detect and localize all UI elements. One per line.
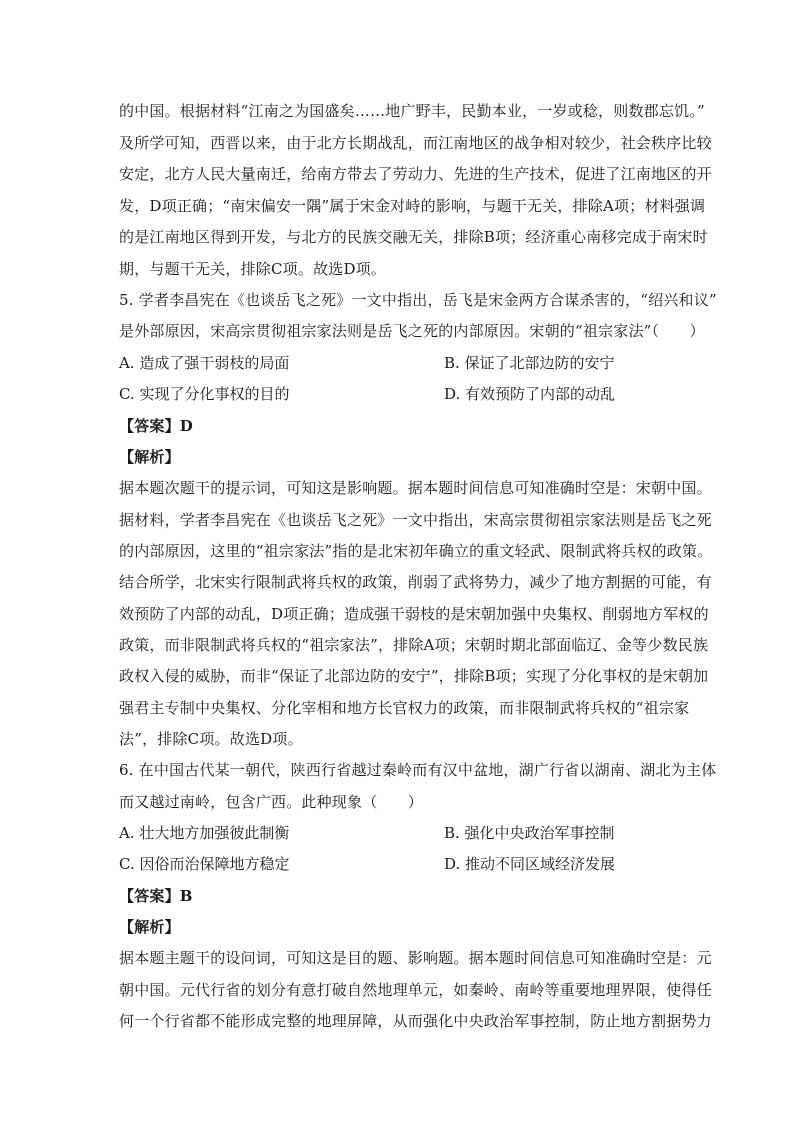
q5-analysis-line: 效预防了内部的动乱，D项正确；造成强干弱枝的是宋朝加强中央集权、削弱地方军权的: [119, 605, 709, 623]
prev-analysis-line: 的是江南地区得到开发，与北方的民族交融无关，排除B项；经济重心南移完成于南宋时: [119, 228, 708, 246]
q5-analysis-line: 据本题次题干的提示词，可知这是影响题。据本题时间信息可知准确时空是：宋朝中国。: [119, 479, 712, 497]
prev-analysis-line: 期，与题干无关，排除C项。故选D项。: [119, 260, 387, 278]
q5-option-b: B. 保证了北部边防的安宁: [444, 354, 615, 372]
q6-answer: 【答案】B: [119, 887, 193, 905]
q6-option-a: A. 壮大地方加强彼此制衡: [119, 824, 290, 842]
q6-analysis-line: 朝中国。元代行省的划分有意打破自然地理单元，如秦岭、南岭等重要地理界限，使得任: [119, 981, 712, 999]
q5-analysis-line: 法”，排除C项。故选D项。: [119, 730, 303, 748]
prev-analysis-line: 发，D项正确；“南宋偏安一隅”属于宋金对峙的影响，与题干无关，排除A项；材料强调: [119, 197, 706, 215]
q6-stem-line: 6. 在中国古代某一朝代，陕西行省越过秦岭而有汉中盆地，湖广行省以湖南、湖北为主体: [119, 761, 717, 779]
q5-stem-line: 是外部原因，宋高宗贯彻祖宗家法则是岳飞之死的内部原因。宋朝的“祖宗家法”（ ）: [119, 322, 705, 340]
prev-analysis-line: 的中国。根据材料“江南之为国盛矣……地广野丰，民勤本业，一岁或稔，则数郡忘饥。”: [119, 102, 705, 120]
q6-analysis-line: 何一个行省都不能形成完整的地理屏障，从而强化中央政治军事控制，防止地方割据势力: [119, 1012, 712, 1030]
q5-option-c: C. 实现了分化事权的目的: [119, 385, 290, 403]
q5-analysis-line: 强君主专制中央集权、分化宰相和地方长官权力的政策，而非限制武将兵权的“祖宗家: [119, 699, 690, 717]
q5-analysis-line: 结合所学，北宋实行限制武将兵权的政策，削弱了武将势力，减少了地方割据的可能，有: [119, 573, 712, 591]
prev-analysis-line: 安定，北方人民大量南迁，给南方带去了劳动力、先进的生产技术，促进了江南地区的开: [119, 165, 712, 183]
q5-answer: 【答案】D: [119, 417, 194, 435]
q5-analysis-line: 的内部原因，这里的“祖宗家法”指的是北宋初年确立的重文轻武、限制武将兵权的政策。: [119, 542, 713, 560]
q5-analysis-line: 政权入侵的威胁，而非“保证了北部边防的安宁”，排除B项；实现了分化事权的是宋朝加: [119, 667, 709, 685]
q5-analysis-label: 【解析】: [119, 448, 180, 466]
q5-analysis-line: 据材料，学者李昌宪在《也谈岳飞之死》一文中指出，宋高宗贯彻祖宗家法则是岳飞之死: [119, 511, 712, 529]
q6-stem-line: 而又越过南岭，包含广西。此种现象（ ）: [119, 793, 424, 811]
q5-option-d: D. 有效预防了内部的动乱: [444, 385, 616, 403]
q5-option-a: A. 造成了强干弱枝的局面: [119, 354, 290, 372]
q6-option-d: D. 推动不同区域经济发展: [444, 855, 616, 873]
q6-analysis-line: 据本题主题干的设问词，可知这是目的题、影响题。据本题时间信息可知准确时空是：元: [119, 949, 712, 967]
q6-analysis-label: 【解析】: [119, 918, 180, 936]
q5-analysis-line: 政策，而非限制武将兵权的“祖宗家法”，排除A项；宋朝时期北部面临辽、金等少数民族: [119, 636, 709, 654]
q6-option-c: C. 因俗而治保障地方稳定: [119, 855, 290, 873]
q5-stem-line: 5. 学者李昌宪在《也谈岳飞之死》一文中指出，岳飞是宋金两方合谋杀害的，“绍兴和议”: [119, 291, 717, 309]
prev-analysis-line: 及所学可知，西晋以来，由于北方长期战乱，而江南地区的战争相对较少，社会秩序比较: [119, 134, 712, 152]
q6-option-b: B. 强化中央政治军事控制: [444, 824, 615, 842]
